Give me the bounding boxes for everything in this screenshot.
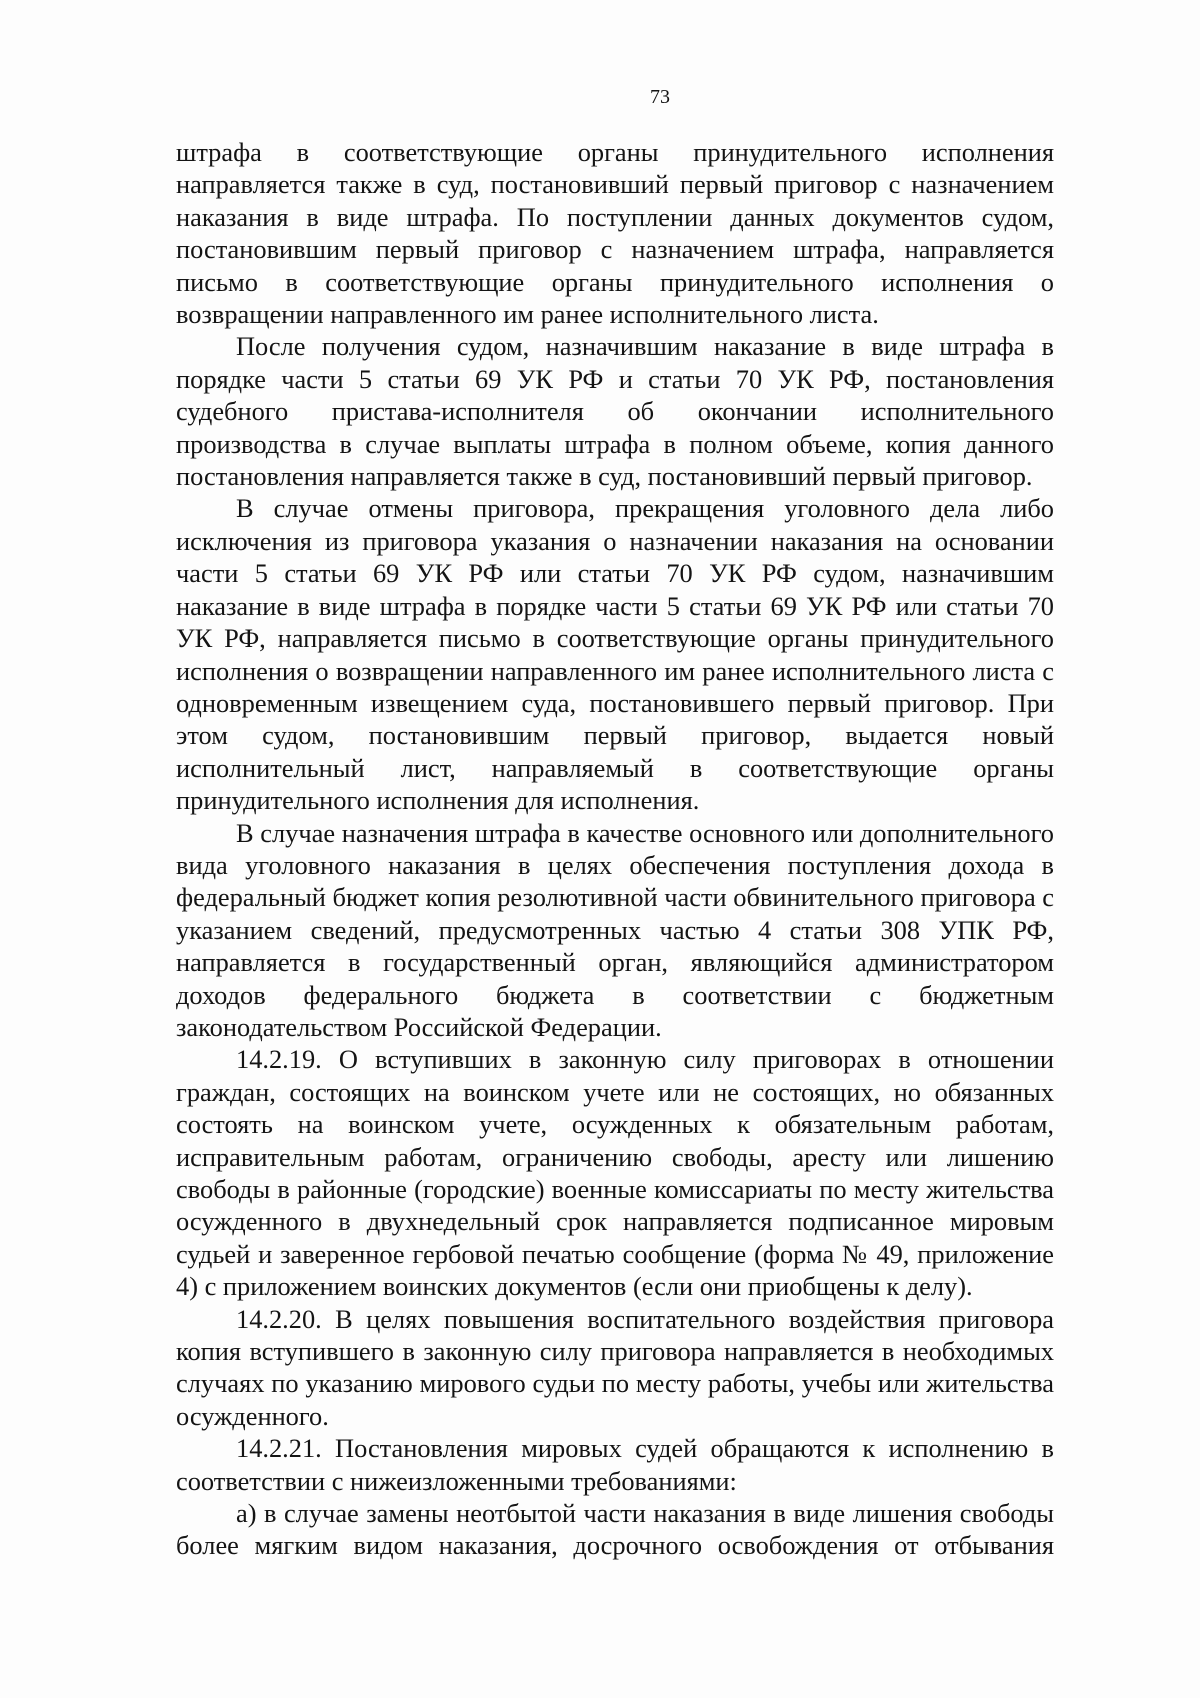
document-body [176,136,1054,1562]
paragraph-federal-budget: В случае назначения штрафа в качестве основного или дополнительного вида уголовного наказания в целях обеспечения поступления дохода в федеральный бюджет копия резолютивной части обвинительного приговора с указанием сведений, предусмотренных частью 4 статьи 308 УПК РФ, направляется в государственный орган, являющийся администратором доходов федерального бюджета в соответствии с бюджетным законодательством Российской Федерации. [176,817,1054,1042]
paragraph-14-2-20: 14.2.20. В целях повышения воспитательного воздействия приговора копия вступившего в законную силу приговора направляется в необходимых случаях по указанию мирового судьи по месту работы, учебы или жительства осужденного. [176,1303,1054,1431]
paragraph-14-2-19: 14.2.19. О вступивших в законную силу приговорах в отношении граждан, состоящих на воинском учете или не состоящих, но обязанных состоять на воинском учете, осужденных к обязательным работам, исправительным работам, ограничению свободы, аресту или лишению свободы в районные (городские) военные комиссариаты по месту жительства осужденного в двухнедельный срок направляется подписанное мировым судьей и заверенное гербовой печатью сообщение (форма № 49, приложение 4) с приложением воинских документов (если они приобщены к делу). [176,1044,1054,1302]
paragraph-sentence-cancellation: В случае отмены приговора, прекращения уголовного дела либо исключения из приговора указания о назначении наказания на основании части 5 статьи 69 УК РФ или статьи 70 УК РФ судом, назначившим наказание в виде штрафа в порядке части 5 статьи 69 УК РФ или статьи 70 УК РФ, направляется письмо в соответствующие органы принудительного исполнения о возвращении направленного им ранее исполнительного листа с одновременным извещением суда, постановившего первый приговор. При этом судом, постановившим первый приговор, выдается новый исполнительный лист, направляемый в соответствующие органы принудительного исполнения для исполнения. [176,493,1054,816]
page-number: 73 [650,86,670,108]
paragraph-continuation: штрафа в соответствующие органы принудительного исполнения направляется также в суд, постановивший первый приговор с назначением наказания в виде штрафа. По поступлении данных документов судом, постановившим первый приговор с назначением штрафа, направляется письмо в соответствующие органы принудительного исполнения о возвращении направленного им ранее исполнительного листа. [176,137,1054,330]
paragraph-14-2-21: 14.2.21. Постановления мировых судей обращаются к исполнению в соответствии с нижеизложенными требованиями: [176,1433,1054,1496]
paragraph-fine-payment: После получения судом, назначившим наказание в виде штрафа в порядке части 5 статьи 69 УК РФ и статьи 70 УК РФ, постановления судебного пристава-исполнителя об окончании исполнительного производства в случае выплаты штрафа в полном объеме, копия данного постановления направляется также в суд, постановивший первый приговор. [176,331,1054,492]
paragraph-item-a: а) в случае замены неотбытой части наказания в виде лишения свободы более мягким видом наказания, досрочного освобождения от отбывания [176,1498,1054,1561]
